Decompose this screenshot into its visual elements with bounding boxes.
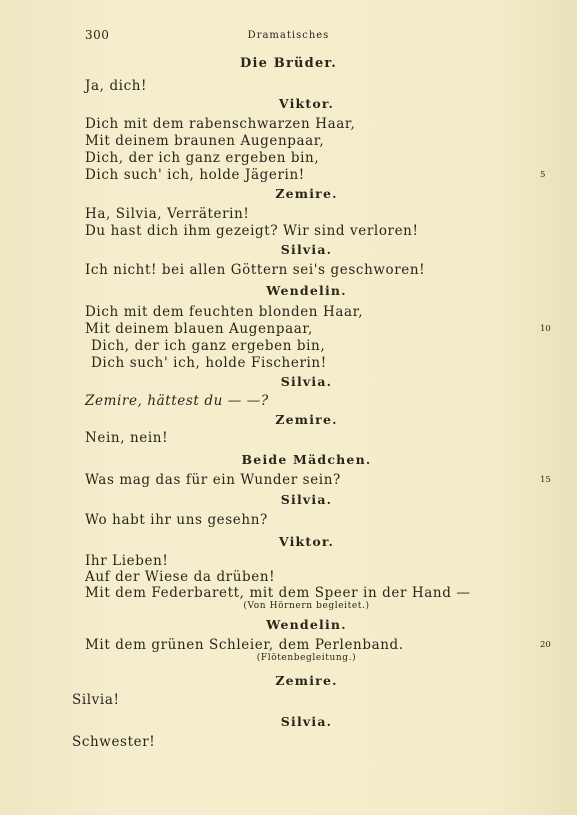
speaker-label: Silvia. xyxy=(280,714,333,729)
speaker-label: Zemire. xyxy=(275,673,338,688)
speaker-label: Wendelin. xyxy=(266,617,347,632)
running-title: Dramatisches xyxy=(247,30,330,41)
verse-line: Auf der Wiese da drüben! xyxy=(85,569,276,585)
verse-line: Mit dem Federbarett, mit dem Speer in der Hand — xyxy=(85,585,471,601)
speaker-label: Silvia. xyxy=(280,492,333,507)
verse-line: Ha, Silvia, Verräterin! xyxy=(85,206,250,222)
line-number: 15 xyxy=(540,475,551,485)
verse-line: Dich, der ich ganz ergeben bin, xyxy=(85,150,320,166)
speaker-label: Viktor. xyxy=(278,96,335,111)
stage-direction: (Flötenbegleitung.) xyxy=(256,653,357,663)
verse-line: Ihr Lieben! xyxy=(85,553,169,569)
verse-line: Dich such' ich, holde Fischerin! xyxy=(91,355,327,371)
verse-line: Dich mit dem feuchten blonden Haar, xyxy=(85,304,364,320)
verse-line: Mit dem grünen Schleier, dem Perlenband. xyxy=(85,637,404,653)
verse-line: Dich such' ich, holde Jägerin! xyxy=(85,167,305,183)
verse-line: Schwester! xyxy=(72,734,156,750)
verse-line: Du hast dich ihm gezeigt? Wir sind verloren! xyxy=(85,223,419,239)
line-number: 10 xyxy=(540,324,551,334)
speaker-label: Wendelin. xyxy=(266,283,347,298)
speaker-label: Silvia. xyxy=(280,242,333,257)
page-number: 300 xyxy=(85,28,110,42)
speaker-label: Zemire. xyxy=(275,412,338,427)
verse-line: Silvia! xyxy=(72,692,120,708)
verse-line: Mit deinem braunen Augenpaar, xyxy=(85,133,325,149)
verse-line: Ja, dich! xyxy=(85,78,148,94)
line-number: 5 xyxy=(540,170,546,180)
verse-line: Dich mit dem rabenschwarzen Haar, xyxy=(85,116,356,132)
verse-line: Was mag das für ein Wunder sein? xyxy=(85,472,341,488)
speaker-label: Beide Mädchen. xyxy=(241,452,372,467)
verse-line: Zemire, hättest du — —? xyxy=(85,393,269,409)
verse-line: Ich nicht! bei allen Göttern sei's geschworen! xyxy=(85,262,426,278)
stage-direction: (Von Hörnern begleitet.) xyxy=(243,601,370,611)
scene-title: Die Brüder. xyxy=(239,56,338,71)
speaker-label: Zemire. xyxy=(275,186,338,201)
verse-line: Wo habt ihr uns gesehn? xyxy=(85,512,268,528)
line-number: 20 xyxy=(540,640,551,650)
speaker-label: Viktor. xyxy=(278,534,335,549)
verse-line: Mit deinem blauen Augenpaar, xyxy=(85,321,313,337)
speaker-label: Silvia. xyxy=(280,374,333,389)
verse-line: Nein, nein! xyxy=(85,430,169,446)
verse-line: Dich, der ich ganz ergeben bin, xyxy=(91,338,326,354)
